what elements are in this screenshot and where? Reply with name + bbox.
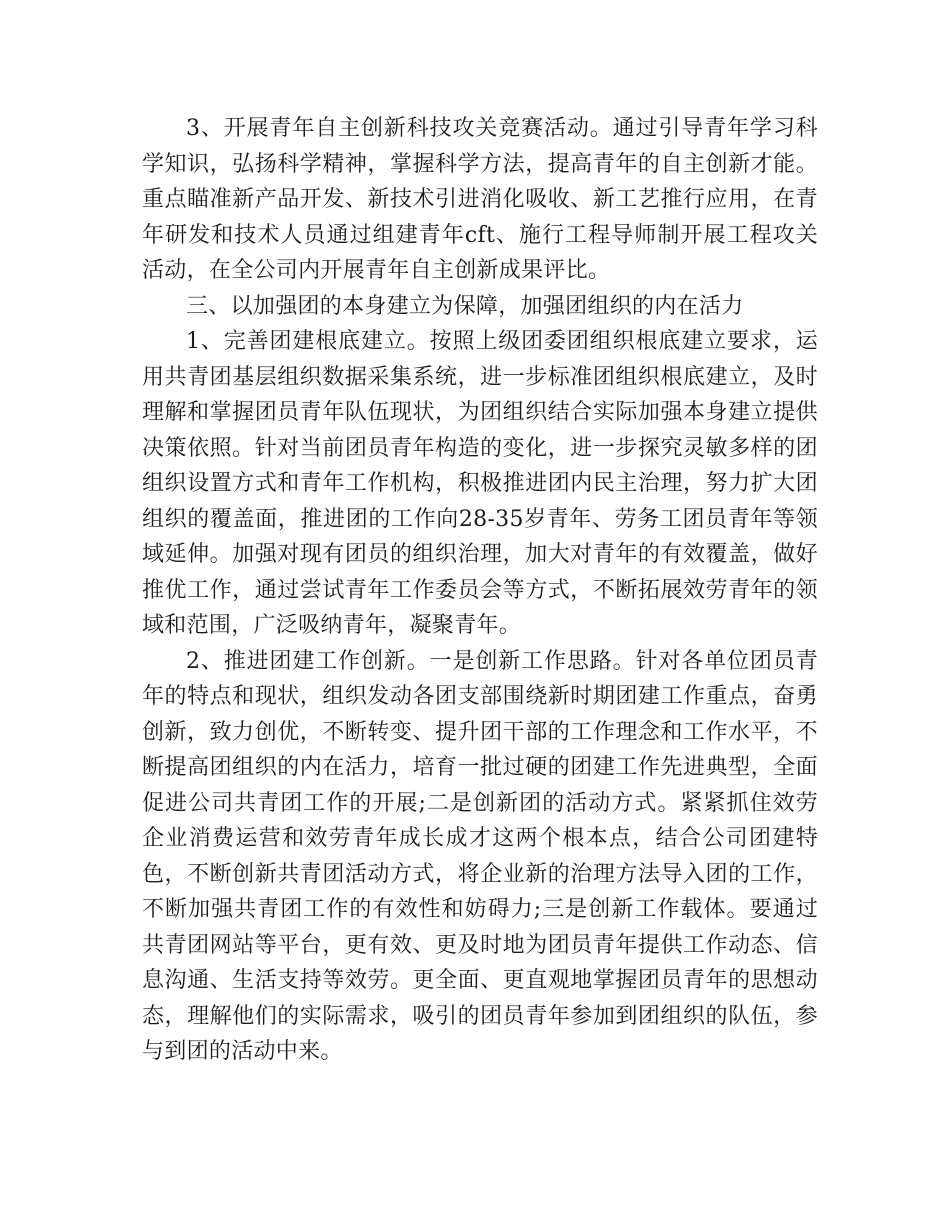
paragraph-work-innovation: 2、推进团建工作创新。一是创新工作思路。针对各单位团员青年的特点和现状，组织发动各团支部围绕新时期团建工作重点，奋勇创新，致力创优，不断转变、提升团干部的工作理念和工作水平，不断提高团组织的内在活力，培育一批过硬的团建工作先进典型，全面促进公司共青团工作的开展;二是创新团的活动方式。紧紧抓住效劳企业消费运营和效劳青年成长成才这两个根本点，结合公司团建特色，不断创新共青团活动方式，将企业新的治理方法导入团的工作，不断加强共青团工作的有效性和妨碍力;三是创新工作载体。要通过共青团网站等平台，更有效、更及时地为团员青年提供工作动态、信息沟通、生活支持等效劳。更全面、更直观地掌握团员青年的思想动态，理解他们的实际需求，吸引的团员青年参加到团组织的队伍，参与到团的活动中来。 bbox=[142, 648, 818, 1064]
paragraph-science-competition: 3、开展青年自主创新科技攻关竞赛活动。通过引导青年学习科学知识，弘扬科学精神，掌握科学方法，提高青年的自主创新才能。重点瞄准新产品开发、新技术引进消化吸收、新工艺推行应用，在青年研发和技术人员通过组建青年cft、施行工程导师制开展工程攻关活动，在全公司内开展青年自主创新成果评比。 bbox=[142, 116, 818, 283]
paragraph-foundation-building: 1、完善团建根底建立。按照上级团委团组织根底建立要求，运用共青团基层组织数据采集系统，进一步标准团组织根底建立，及时理解和掌握团员青年队伍现状，为团组织结合实际加强本身建立提供决策依照。针对当前团员青年构造的变化，进一步探究灵敏多样的团组织设置方式和青年工作机构，积极推进团内民主治理，努力扩大团组织的覆盖面，推进团的工作向28-35岁青年、劳务工团员青年等领域延伸。加强对现有团员的组织治理，加大对青年的有效覆盖，做好推优工作，通过尝试青年工作委员会等方式，不断拓展效劳青年的领域和范围，广泛吸纳青年，凝聚青年。 bbox=[142, 329, 818, 638]
document-body bbox=[142, 111, 818, 1070]
section-heading-three: 三、以加强团的本身建立为保障，加强团组织的内在活力 bbox=[186, 293, 744, 319]
